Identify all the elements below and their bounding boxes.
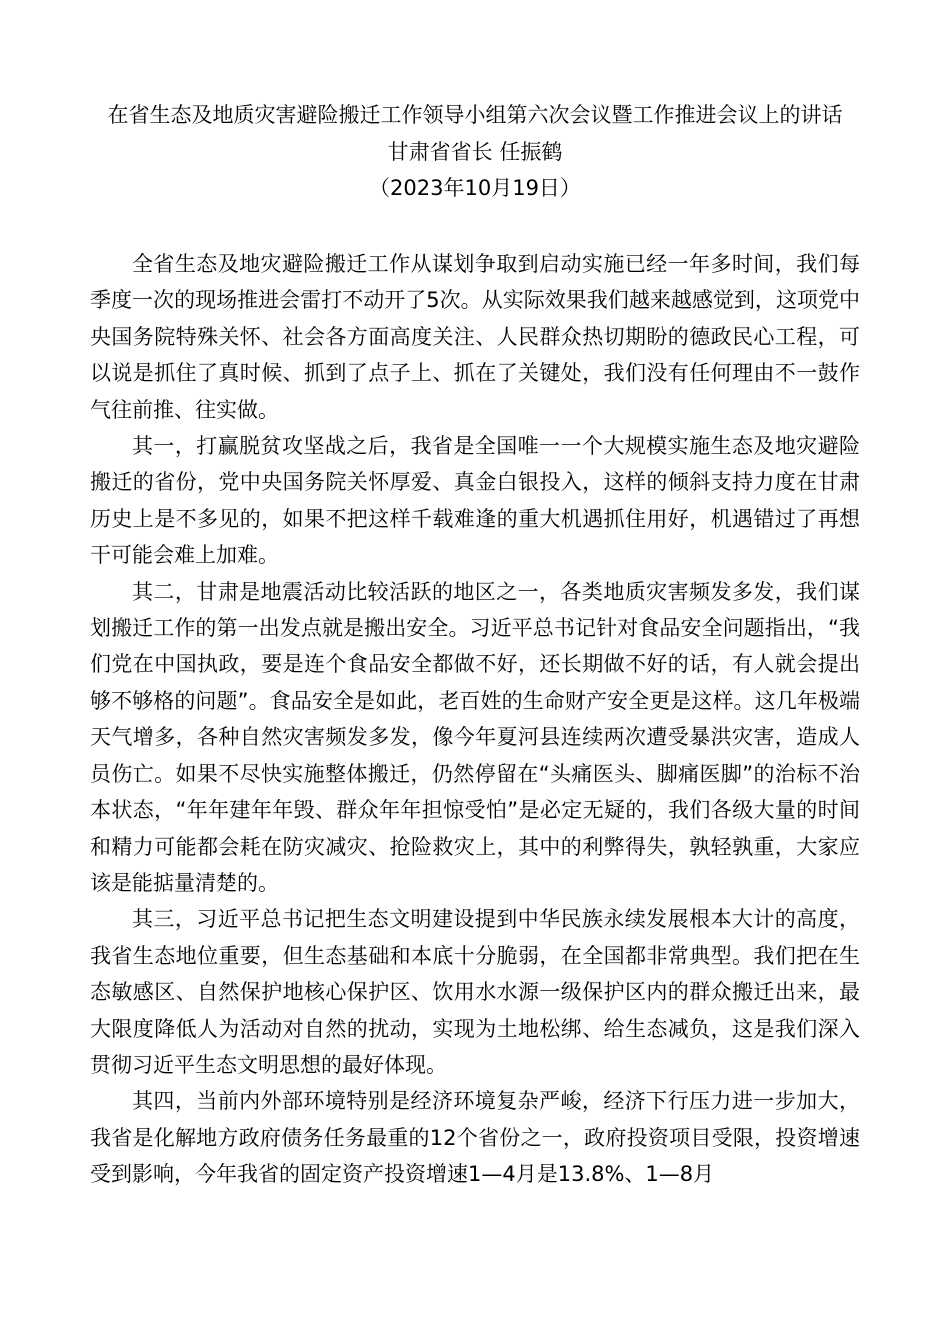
paragraph-intro: 全省生态及地灾避险搬迁工作从谋划争取到启动实施已经一年多时间，我们每季度一次的现场推进会雷打不动开了5次。从实际效果我们越来越感觉到，这项党中央国务院特殊关怀、社会各方面高度关注、人民群众热切期盼的德政民心工程，可以说是抓住了真时候、抓到了点子上、抓在了关键处，我们没有任何理由不一鼓作气往前推、往实做。 <box>90 252 860 422</box>
document-page <box>90 96 860 1193</box>
document-title: 在省生态及地质灾害避险搬迁工作领导小组第六次会议暨工作推进会议上的讲话 <box>107 103 843 127</box>
title-spacer <box>90 206 860 246</box>
paragraph-first-point: 其一，打赢脱贫攻坚战之后，我省是全国唯一一个大规模实施生态及地灾避险搬迁的省份，党中央国务院关怀厚爱、真金白银投入，这样的倾斜支持力度在甘肃历史上是不多见的，如果不把这样千载难逢的重大机遇抓住用好，机遇错过了再想干可能会难上加难。 <box>90 434 860 568</box>
paragraph-third-point: 其三，习近平总书记把生态文明建设提到中华民族永续发展根本大计的高度，我省生态地位重要，但生态基础和本底十分脆弱，在全国都非常典型。我们把在生态敏感区、自然保护地核心保护区、饮用水水源一级保护区内的群众搬迁出来，最大限度降低人为活动对自然的扰动，实现为土地松绑、给生态减负，这是我们深入贯彻习近平生态文明思想的最好体现。 <box>90 907 860 1077</box>
document-date: （2023年10月19日） <box>369 176 581 200</box>
paragraph-fourth-point: 其四，当前内外部环境特别是经济环境复杂严峻，经济下行压力进一步加大，我省是化解地方政府债务任务最重的12个省份之一，政府投资项目受限，投资增速受到影响，今年我省的固定资产投资增速1—4月是13.8%、1—8月 <box>90 1089 860 1187</box>
document-author: 甘肃省省长 任振鹤 <box>387 140 563 164</box>
paragraph-second-point: 其二，甘肃是地震活动比较活跃的地区之一，各类地质灾害频发多发，我们谋划搬迁工作的第一出发点就是搬出安全。习近平总书记针对食品安全问题指出，“我们党在中国执政，要是连个食品安全都做不好，还长期做不好的话，有人就会提出够不够格的问题”。食品安全是如此，老百姓的生命财产安全更是这样。这几年极端天气增多，各种自然灾害频发多发，像今年夏河县连续两次遭受暴洪灾害，造成人员伤亡。如果不尽快实施整体搬迁，仍然停留在“头痛医头、脚痛医脚”的治标不治本状态，“年年建年年毁、群众年年担惊受怕”是必定无疑的，我们各级大量的时间和精力可能都会耗在防灾减灾、抢险救灾上，其中的利弊得失，孰轻孰重，大家应该是能掂量清楚的。 <box>90 579 860 895</box>
